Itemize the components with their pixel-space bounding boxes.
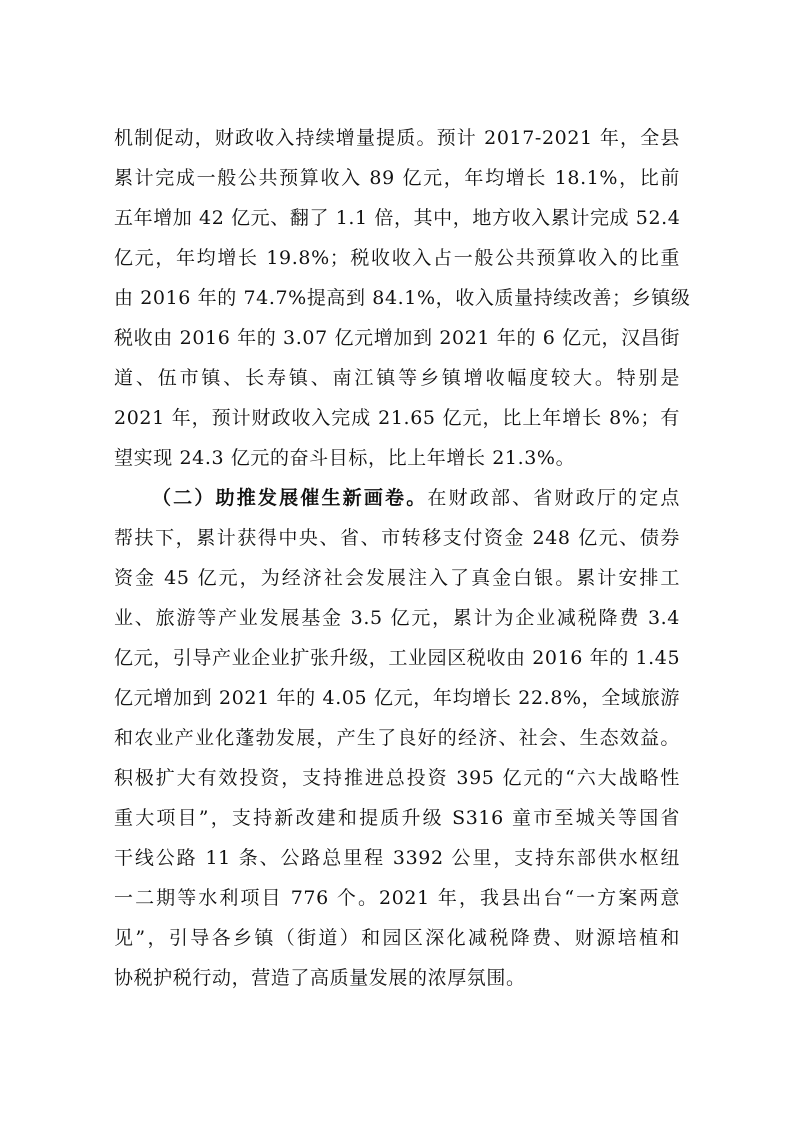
paragraph-line: 积极扩大有效投资，支持推进总投资 395 亿元的“六大战略性 [114, 767, 680, 789]
paragraph-line: 业、旅游等产业发展基金 3.5 亿元，累计为企业减税降费 3.4 [114, 607, 680, 629]
paragraph-line: 干线公路 11 条、公路总里程 3392 公里，支持东部供水枢纽 [114, 847, 680, 869]
paragraph-line: 望实现 24.3 亿元的奋斗目标，比上年增长 21.3%。 [114, 447, 576, 469]
paragraph-line: 协税护税行动，营造了高质量发展的浓厚氛围。 [114, 967, 526, 989]
paragraph-line: 税收由 2016 年的 3.07 亿元增加到 2021 年的 6 亿元，汉昌街 [114, 327, 680, 349]
paragraph-line: 亿元，年均增长 19.8%；税收收入占一般公共预算收入的比重 [114, 247, 680, 269]
paragraph-line: 道、伍市镇、长寿镇、南江镇等乡镇增收幅度较大。特别是 [114, 367, 680, 389]
paragraph-line: 亿元，引导产业企业扩张升级，工业园区税收由 2016 年的 1.45 [114, 647, 681, 669]
paragraph-line: 帮扶下，累计获得中央、省、市转移支付资金 248 亿元、债券 [114, 527, 680, 549]
paragraph-line: 重大项目”，支持新改建和提质升级 S316 童市至城关等国省 [114, 807, 680, 829]
paragraph-line: 由 2016 年的 74.7%提高到 84.1%，收入质量持续改善；乡镇级 [114, 287, 691, 309]
section-heading: （二）助推发展催生新画卷。 [152, 487, 428, 509]
paragraph-line: 见”，引导各乡镇（街道）和园区深化减税降费、财源培植和 [114, 927, 680, 949]
paragraph-line: 亿元增加到 2021 年的 4.05 亿元，年均增长 22.8%，全域旅游 [114, 687, 680, 709]
paragraph-line: 累计完成一般公共预算收入 89 亿元，年均增长 18.1%，比前 [114, 167, 680, 189]
paragraph-line: 资金 45 亿元，为经济社会发展注入了真金白银。累计安排工 [114, 567, 680, 589]
paragraph-line: 2021 年，预计财政收入完成 21.65 亿元，比上年增长 8%；有 [114, 407, 680, 429]
paragraph-line: 五年增加 42 亿元、翻了 1.1 倍，其中，地方收入累计完成 52.4 [114, 207, 681, 229]
section-heading-line [152, 478, 680, 518]
paragraph-line: 机制促动，财政收入持续增量提质。预计 2017-2021 年，全县 [114, 127, 680, 149]
paragraph-line: 一二期等水利项目 776 个。2021 年，我县出台“一方案两意 [114, 887, 680, 909]
paragraph-line: 和农业产业化蓬勃发展，产生了良好的经济、社会、生态效益。 [114, 727, 680, 749]
heading-line-text: 在财政部、省财政厅的定点 [427, 487, 681, 509]
